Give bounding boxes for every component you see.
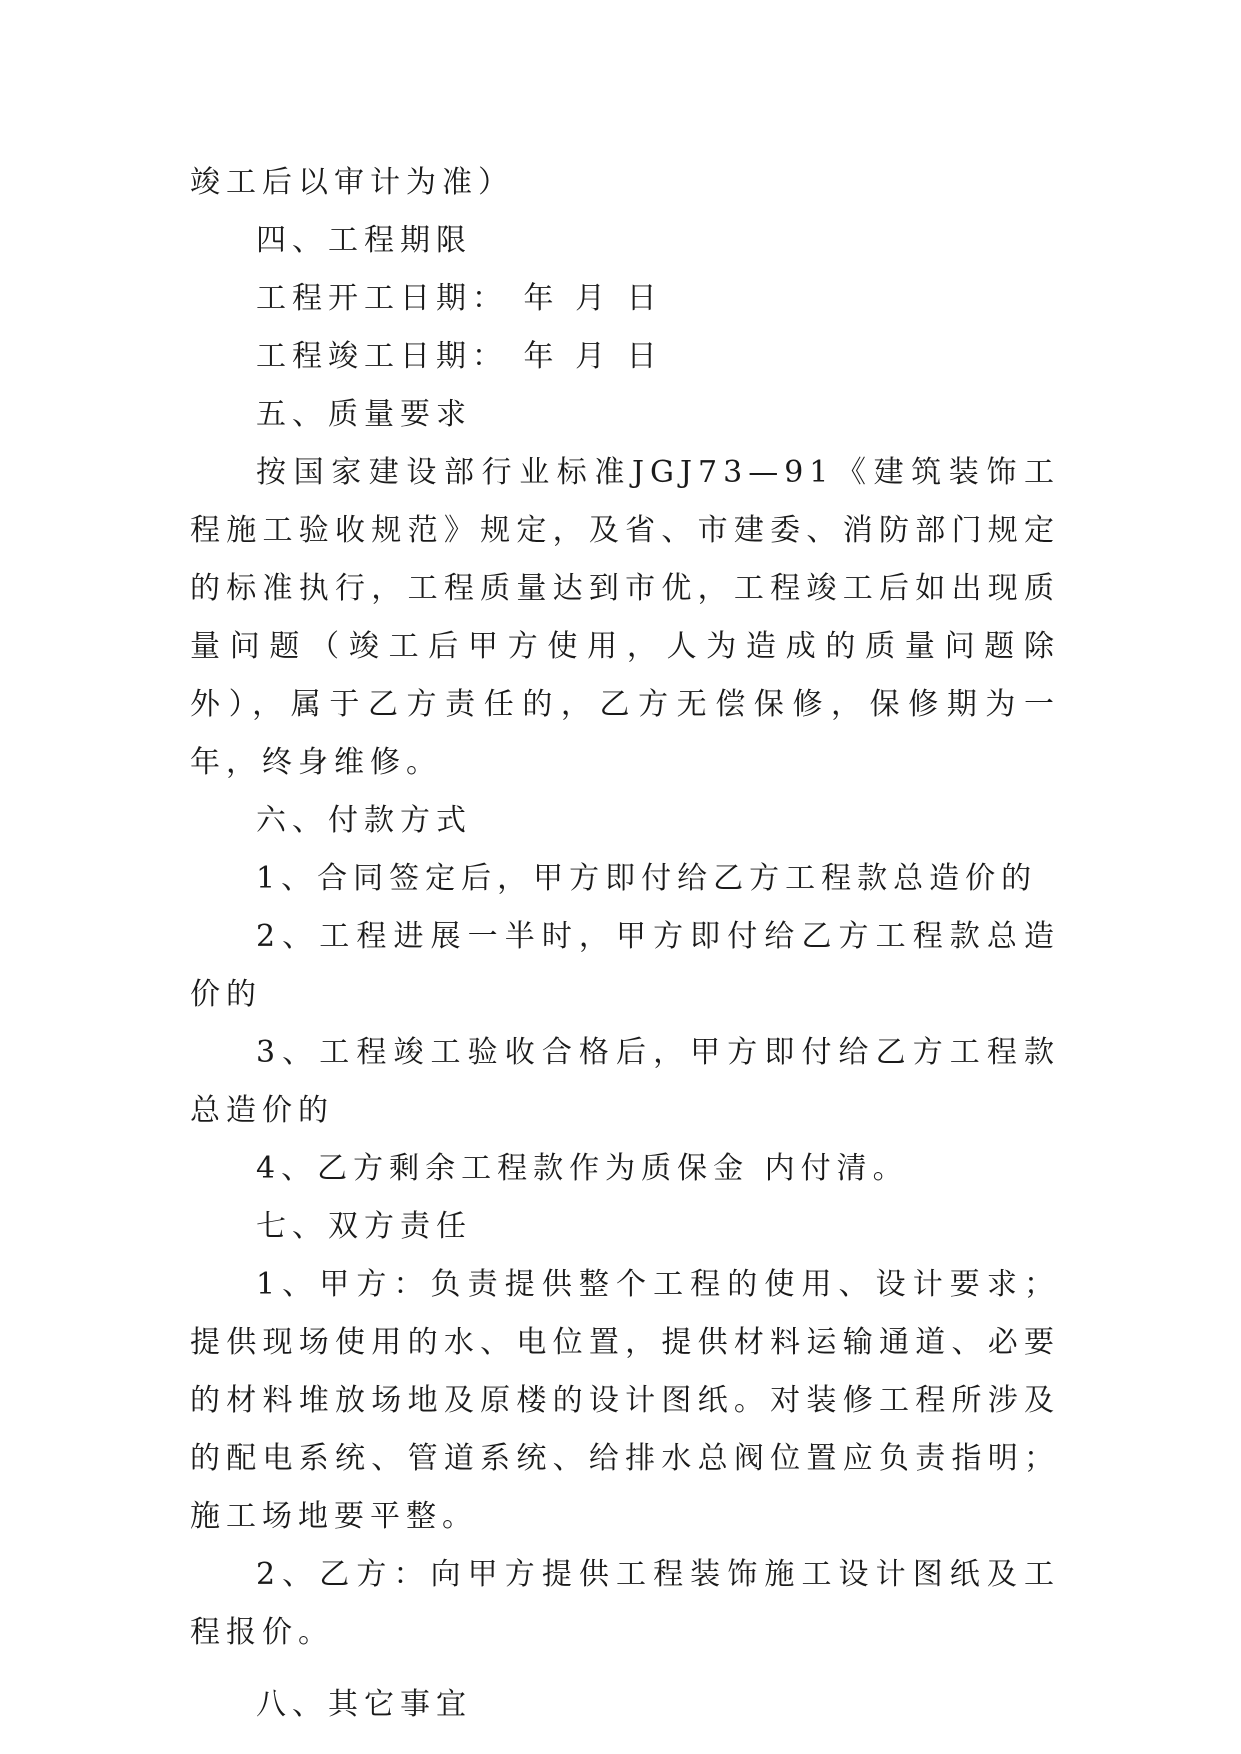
payment-item-1: 1、合同签定后，甲方即付给乙方工程款总造价的 <box>256 861 1038 896</box>
completion-date-line: 工程竣工日期： 年 月 日 <box>256 339 663 374</box>
section-heading-payment: 六、付款方式 <box>256 803 472 838</box>
start-date-line: 工程开工日期： 年 月 日 <box>256 281 663 316</box>
responsibility-party-a: 1、甲方：负责提供整个工程的使用、设计要求；提供现场使用的水、电位置，提供材料运输通道、必要的材料堆放场地及原楼的设计图纸。对装修工程所涉及的配电系统、管道系统、给排水总阀位置应负责指明；施工场地要平整。 <box>190 1267 1060 1534</box>
quality-paragraph: 按国家建设部行业标准JGJ73—91《建筑装饰工程施工验收规范》规定，及省、市建委、消防部门规定的标准执行，工程质量达到市优，工程竣工后如出现质量问题（竣工后甲方使用，人为造成的质量问题除外），属于乙方责任的，乙方无偿保修，保修期为一年，终身维修。 <box>190 455 1060 780</box>
payment-item-2: 2、工程进展一半时，甲方即付给乙方工程款总造价的 <box>190 919 1060 1012</box>
responsibility-party-b: 2、乙方：向甲方提供工程装饰施工设计图纸及工程报价。 <box>190 1557 1060 1650</box>
document-body <box>190 154 1060 1734</box>
payment-item-3: 3、工程竣工验收合格后，甲方即付给乙方工程款总造价的 <box>190 1035 1060 1128</box>
spacer <box>190 1662 1060 1676</box>
section-heading-other: 八、其它事宜 <box>256 1687 472 1722</box>
section-heading-responsibilities: 七、双方责任 <box>256 1209 472 1244</box>
payment-item-4: 4、乙方剩余工程款作为质保金 内付清。 <box>256 1151 909 1186</box>
paragraph-continuation: 竣工后以审计为准） <box>190 165 514 200</box>
section-heading-quality: 五、质量要求 <box>256 397 472 432</box>
section-heading-term: 四、工程期限 <box>256 223 472 258</box>
